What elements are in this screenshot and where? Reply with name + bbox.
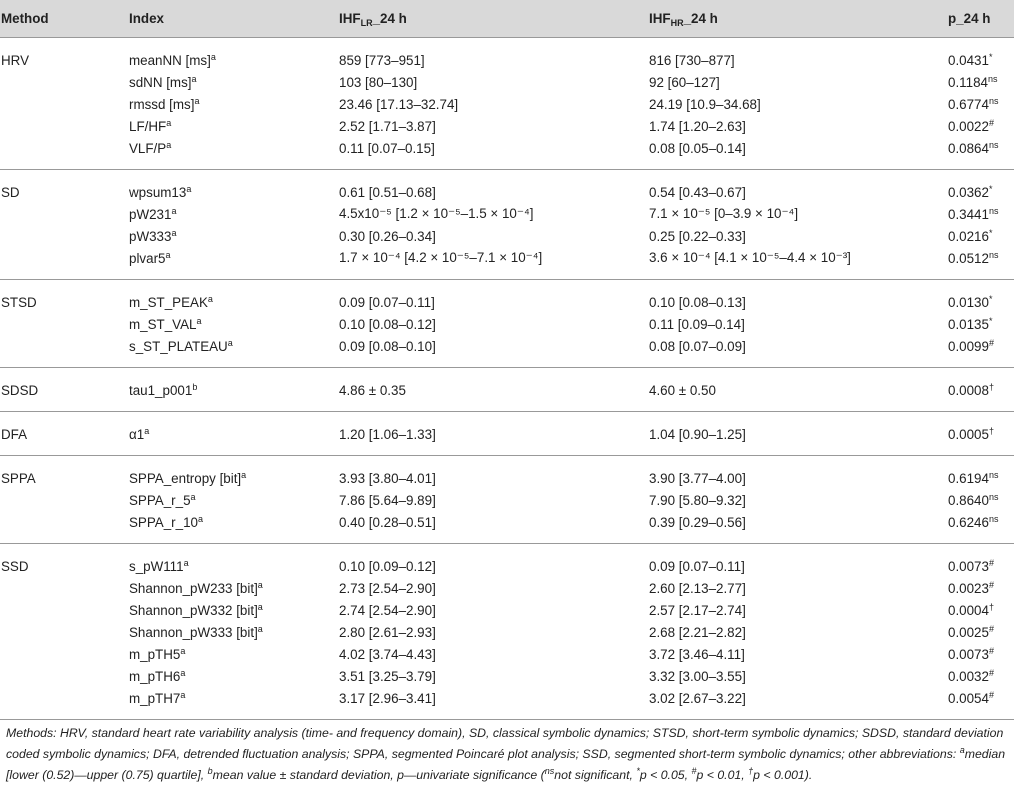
index-cell xyxy=(128,38,338,72)
index-footnote-mark: a xyxy=(144,425,150,436)
index-footnote-mark: a xyxy=(166,117,172,128)
p-value: 0.0130 xyxy=(948,294,989,310)
ihf-hr-value: 7.1 × 10⁻⁵ [0–3.9 × 10⁻⁴] xyxy=(649,206,799,221)
footnote-hash-sup: # xyxy=(691,766,697,776)
p-value: 0.6194 xyxy=(948,470,989,486)
index-name: m_pTH5 xyxy=(129,646,181,662)
p-value-cell xyxy=(948,137,1014,170)
p-significance-mark: # xyxy=(988,337,994,348)
table-row xyxy=(0,621,1014,643)
index-cell xyxy=(128,687,338,720)
p-value: 0.6774 xyxy=(948,96,989,112)
footnote-a-sup: a xyxy=(959,745,965,755)
index-cell xyxy=(128,335,338,368)
index-name: Shannon_pW333 [bit] xyxy=(129,624,258,640)
header-method: Method xyxy=(0,0,128,38)
index-footnote-mark: a xyxy=(190,491,196,502)
ihf-hr-value: 1.04 [0.90–1.25] xyxy=(648,412,948,456)
ihf-lr-value: 3.93 [3.80–4.01] xyxy=(338,456,648,490)
p-value-cell xyxy=(948,544,1014,578)
index-name: pW231 xyxy=(129,206,172,222)
index-cell xyxy=(128,599,338,621)
index-footnote-mark: a xyxy=(183,557,189,568)
ihf-lr-value: 0.09 [0.07–0.11] xyxy=(338,280,648,314)
p-value-cell xyxy=(948,38,1014,72)
index-name: m_pTH6 xyxy=(129,668,181,684)
table-row xyxy=(0,137,1014,170)
table-row xyxy=(0,247,1014,280)
ihf-lr-value: 0.11 [0.07–0.15] xyxy=(339,140,435,156)
index-name: meanNN [ms] xyxy=(129,52,211,68)
index-cell xyxy=(128,71,338,93)
index-name: SPPA_entropy [bit] xyxy=(129,470,242,486)
p-value-cell xyxy=(948,599,1014,621)
p-significance-mark: # xyxy=(988,117,994,128)
index-cell xyxy=(128,412,338,456)
ihf-lr-value: 23.46 [17.13–32.74] xyxy=(339,96,459,112)
footnote-hash-text: p < 0.01, xyxy=(696,768,749,782)
ihf-lr-value: 1.20 [1.06–1.33] xyxy=(338,412,648,456)
index-cell xyxy=(128,203,338,225)
p-value: 0.0864 xyxy=(948,140,989,156)
p-value: 0.0004 xyxy=(948,602,989,618)
p-significance-mark: ns xyxy=(988,249,999,260)
index-name: m_pTH7 xyxy=(129,690,181,706)
header-ihf-hr-sub: HR xyxy=(670,18,684,28)
p-significance-mark: * xyxy=(988,293,993,304)
ihf-hr-value: 816 [730–877] xyxy=(648,38,948,72)
header-index: Index xyxy=(128,0,338,38)
index-name: pW333 xyxy=(129,228,172,244)
ihf-lr-value: 3.17 [2.96–3.41] xyxy=(338,687,648,720)
index-cell xyxy=(128,577,338,599)
index-name: s_pW111 xyxy=(129,558,184,574)
ihf-hr-value: 2.68 [2.21–2.82] xyxy=(649,624,746,640)
table-row xyxy=(0,643,1014,665)
index-cell xyxy=(128,544,338,578)
p-value-cell xyxy=(948,313,1014,335)
p-value-cell xyxy=(948,687,1014,720)
method-cell xyxy=(0,335,128,368)
table-row xyxy=(0,170,1014,204)
ihf-lr-value: 2.80 [2.61–2.93] xyxy=(339,624,436,640)
index-footnote-mark: a xyxy=(257,601,263,612)
p-value: 0.0073 xyxy=(948,646,989,662)
p-significance-mark: # xyxy=(988,689,994,700)
index-footnote-mark: a xyxy=(171,205,177,216)
p-value-cell xyxy=(948,280,1014,314)
method-cell: SD xyxy=(0,170,128,204)
index-cell xyxy=(128,313,338,335)
p-value: 0.0135 xyxy=(948,316,989,332)
index-name: m_ST_PEAK xyxy=(129,294,208,310)
method-cell xyxy=(0,93,128,115)
index-cell xyxy=(128,93,338,115)
p-value: 0.0005 xyxy=(948,426,989,442)
table-row xyxy=(0,456,1014,490)
p-value-cell xyxy=(948,247,1014,280)
table-row xyxy=(0,577,1014,599)
ihf-lr-value: 2.52 [1.71–3.87] xyxy=(339,118,436,134)
table-row xyxy=(0,38,1014,72)
header-ihf-hr-main: IHF xyxy=(649,11,671,26)
p-value-cell xyxy=(948,511,1014,544)
ihf-lr-value: 0.30 [0.26–0.34] xyxy=(339,228,436,244)
index-cell xyxy=(128,489,338,511)
p-significance-mark: * xyxy=(988,183,993,194)
p-value: 0.1184 xyxy=(948,74,988,90)
p-significance-mark: # xyxy=(988,667,994,678)
p-value-cell xyxy=(948,577,1014,599)
index-name: Shannon_pW332 [bit] xyxy=(129,602,258,618)
p-significance-mark: ns xyxy=(988,95,999,106)
footnote-a-text: median [lower (0.52)—upper (0.75) quartile], xyxy=(6,747,1006,782)
ihf-hr-value: 3.02 [2.67–3.22] xyxy=(648,687,948,720)
index-name: rmssd [ms] xyxy=(129,96,195,112)
ihf-lr-value: 0.61 [0.51–0.68] xyxy=(338,170,648,204)
footnote-b-sup: b xyxy=(207,766,213,776)
index-name: m_ST_VAL xyxy=(129,316,197,332)
index-footnote-mark: a xyxy=(180,645,186,656)
index-footnote-mark: a xyxy=(210,51,216,62)
table-row xyxy=(0,544,1014,578)
ihf-lr-value: 2.73 [2.54–2.90] xyxy=(339,580,436,596)
p-value-cell xyxy=(948,456,1014,490)
footnote-star-text: p < 0.05, xyxy=(639,768,692,782)
ihf-hr-value: 0.08 [0.05–0.14] xyxy=(649,140,746,156)
p-value: 0.0022 xyxy=(948,118,989,134)
method-cell: SSD xyxy=(0,544,128,578)
header-ihf-lr xyxy=(338,0,648,38)
table-row xyxy=(0,665,1014,687)
ihf-hr-value: 3.32 [3.00–3.55] xyxy=(649,668,746,684)
ihf-hr-value: 24.19 [10.9–34.68] xyxy=(649,96,761,112)
header-ihf-hr xyxy=(648,0,948,38)
index-footnote-mark: a xyxy=(180,689,186,700)
index-footnote-mark: a xyxy=(171,227,177,238)
footnote-dagger-text: p < 0.001). xyxy=(753,768,813,782)
p-value-cell xyxy=(948,665,1014,687)
index-footnote-mark: a xyxy=(257,623,263,634)
p-significance-mark: † xyxy=(988,425,994,436)
ihf-hr-value: 4.60 ± 0.50 xyxy=(648,368,948,412)
index-cell xyxy=(128,643,338,665)
p-value: 0.0008 xyxy=(948,382,989,398)
p-value-cell xyxy=(948,71,1014,93)
table-row xyxy=(0,489,1014,511)
index-name: SPPA_r_5 xyxy=(129,492,191,508)
table-row xyxy=(0,71,1014,93)
p-significance-mark: † xyxy=(988,381,994,392)
ihf-hr-value: 7.90 [5.80–9.32] xyxy=(649,492,746,508)
p-value-cell xyxy=(948,489,1014,511)
table-row xyxy=(0,368,1014,412)
ihf-hr-value: 3.90 [3.77–4.00] xyxy=(648,456,948,490)
index-name: LF/HF xyxy=(129,118,167,134)
ihf-lr-value: 0.10 [0.09–0.12] xyxy=(338,544,648,578)
index-cell xyxy=(128,225,338,247)
footnote-dagger-sup: † xyxy=(748,766,754,776)
index-footnote-mark: a xyxy=(186,183,192,194)
p-value-cell xyxy=(948,335,1014,368)
table-row xyxy=(0,203,1014,225)
method-cell: SDSD xyxy=(0,368,128,412)
p-value: 0.0023 xyxy=(948,580,989,596)
p-value: 0.6246 xyxy=(948,514,989,530)
index-cell xyxy=(128,368,338,412)
method-cell: DFA xyxy=(0,412,128,456)
ihf-hr-value: 0.39 [0.29–0.56] xyxy=(649,514,746,530)
table-row xyxy=(0,335,1014,368)
method-cell xyxy=(0,115,128,137)
index-cell xyxy=(128,115,338,137)
p-value: 0.0216 xyxy=(948,228,989,244)
index-footnote-mark: a xyxy=(257,579,263,590)
ihf-lr-value: 0.09 [0.08–0.10] xyxy=(339,338,436,354)
method-cell xyxy=(0,247,128,280)
p-value-cell xyxy=(948,170,1014,204)
p-value-cell xyxy=(948,93,1014,115)
p-value: 0.3441 xyxy=(948,206,989,222)
ihf-lr-value: 103 [80–130] xyxy=(339,74,418,90)
ihf-lr-value: 2.74 [2.54–2.90] xyxy=(339,602,436,618)
ihf-hr-value: 1.74 [1.20–2.63] xyxy=(649,118,746,134)
index-footnote-mark: a xyxy=(165,249,171,260)
index-cell xyxy=(128,456,338,490)
index-footnote-mark: a xyxy=(241,469,247,480)
index-name: tau1_p001 xyxy=(129,382,193,398)
p-significance-mark: ns xyxy=(988,205,999,216)
index-name: SPPA_r_10 xyxy=(129,514,198,530)
table-body xyxy=(0,38,1014,720)
index-cell xyxy=(128,280,338,314)
index-name: wpsum13 xyxy=(129,184,187,200)
method-cell xyxy=(0,621,128,643)
p-significance-mark: ns xyxy=(988,491,999,502)
method-cell xyxy=(0,511,128,544)
ihf-hr-value: 2.60 [2.13–2.77] xyxy=(649,580,746,596)
footnote-ns-text: not significant, xyxy=(554,768,637,782)
index-name: VLF/P xyxy=(129,140,167,156)
table-row xyxy=(0,511,1014,544)
index-footnote-mark: a xyxy=(191,73,197,84)
p-value-cell xyxy=(948,643,1014,665)
p-significance-mark: # xyxy=(988,557,994,568)
p-value: 0.0025 xyxy=(948,624,989,640)
ihf-lr-value: 3.51 [3.25–3.79] xyxy=(339,668,436,684)
index-footnote-mark: b xyxy=(192,381,198,392)
index-footnote-mark: a xyxy=(194,95,200,106)
method-cell xyxy=(0,687,128,720)
ihf-hr-value: 2.57 [2.17–2.74] xyxy=(649,602,746,618)
p-significance-mark: ns xyxy=(987,73,998,84)
p-value: 0.0073 xyxy=(948,558,989,574)
footnote-ns-sup: ns xyxy=(544,766,555,776)
ihf-hr-value: 0.10 [0.08–0.13] xyxy=(648,280,948,314)
ihf-lr-value: 4.86 ± 0.35 xyxy=(338,368,648,412)
header-ihf-lr-main: IHF xyxy=(339,11,361,26)
header-p: p_24 h xyxy=(948,0,1014,38)
table-row xyxy=(0,313,1014,335)
ihf-lr-value: 0.10 [0.08–0.12] xyxy=(339,316,436,332)
ihf-hr-value: 0.25 [0.22–0.33] xyxy=(649,228,746,244)
index-cell xyxy=(128,247,338,280)
table-row xyxy=(0,687,1014,720)
ihf-lr-value: 4.02 [3.74–4.43] xyxy=(339,646,436,662)
p-value-cell xyxy=(948,412,1014,456)
ihf-hr-value: 3.6 × 10⁻⁴ [4.1 × 10⁻⁵–4.4 × 10⁻³] xyxy=(649,250,851,265)
method-cell xyxy=(0,203,128,225)
ihf-lr-value: 4.5x10⁻⁵ [1.2 × 10⁻⁵–1.5 × 10⁻⁴] xyxy=(339,206,534,221)
method-cell xyxy=(0,577,128,599)
index-cell xyxy=(128,170,338,204)
table-footnote xyxy=(6,723,1008,786)
p-significance-mark: # xyxy=(988,645,994,656)
method-cell xyxy=(0,313,128,335)
table-row xyxy=(0,280,1014,314)
header-ihf-hr-tail: _24 h xyxy=(683,11,718,26)
index-cell xyxy=(128,137,338,170)
index-footnote-mark: a xyxy=(207,293,213,304)
p-significance-mark: # xyxy=(988,579,994,590)
footnote-star-sup: * xyxy=(636,766,640,776)
index-name: Shannon_pW233 [bit] xyxy=(129,580,258,596)
header-ihf-lr-sub: LR xyxy=(360,18,373,28)
index-footnote-mark: a xyxy=(197,513,203,524)
index-cell xyxy=(128,665,338,687)
index-footnote-mark: a xyxy=(227,337,233,348)
method-cell: STSD xyxy=(0,280,128,314)
p-significance-mark: # xyxy=(988,623,994,634)
table-row xyxy=(0,412,1014,456)
ihf-hr-value: 92 [60–127] xyxy=(649,74,720,90)
p-significance-mark: * xyxy=(988,315,993,326)
method-cell xyxy=(0,665,128,687)
ihf-hr-value: 0.54 [0.43–0.67] xyxy=(648,170,948,204)
method-cell xyxy=(0,71,128,93)
ihf-lr-value: 859 [773–951] xyxy=(338,38,648,72)
p-value: 0.0362 xyxy=(948,184,989,200)
p-significance-mark: † xyxy=(988,601,994,612)
p-value-cell xyxy=(948,225,1014,247)
table-row xyxy=(0,115,1014,137)
index-name: α1 xyxy=(129,426,145,442)
method-cell: HRV xyxy=(0,38,128,72)
p-value: 0.0099 xyxy=(948,338,989,354)
p-value: 0.0512 xyxy=(948,250,989,266)
index-name: plvar5 xyxy=(129,250,166,266)
table-row xyxy=(0,225,1014,247)
ihf-hr-value: 0.11 [0.09–0.14] xyxy=(649,316,745,332)
index-name: sdNN [ms] xyxy=(129,74,192,90)
header-row xyxy=(0,0,1014,38)
index-footnote-mark: a xyxy=(196,315,202,326)
method-cell xyxy=(0,225,128,247)
index-footnote-mark: a xyxy=(180,667,186,678)
ihf-hr-value: 0.08 [0.07–0.09] xyxy=(649,338,746,354)
index-footnote-mark: a xyxy=(166,139,172,150)
p-value-cell xyxy=(948,368,1014,412)
p-value-cell xyxy=(948,203,1014,225)
method-cell xyxy=(0,643,128,665)
ihf-hr-value: 0.09 [0.07–0.11] xyxy=(648,544,948,578)
ihf-lr-value: 0.40 [0.28–0.51] xyxy=(339,514,436,530)
index-cell xyxy=(128,511,338,544)
method-cell xyxy=(0,137,128,170)
p-value-cell xyxy=(948,115,1014,137)
index-name: s_ST_PLATEAU xyxy=(129,338,228,354)
p-value-cell xyxy=(948,621,1014,643)
table-row xyxy=(0,93,1014,115)
p-value: 0.0054 xyxy=(948,690,989,706)
p-significance-mark: * xyxy=(988,227,993,238)
footnote-b-text: mean value ± standard deviation, p—univariate significance ( xyxy=(212,768,545,782)
table-row xyxy=(0,599,1014,621)
method-cell xyxy=(0,489,128,511)
footnote-methods: Methods: HRV, standard heart rate variability analysis (time- and frequency domain), SD, classical symbolic dynamics; STSD, short-term symbolic dynamics; SDSD, standard deviation coded symbolic dynamics; DFA, detrended fluctuation analysis; SPPA, segmented Poincaré plot analysis; SSD, segmented short-term symbolic dynamics; other abbreviations: xyxy=(6,726,1004,761)
method-cell xyxy=(0,599,128,621)
p-significance-mark: * xyxy=(988,51,993,62)
p-value: 0.8640 xyxy=(948,492,989,508)
header-ihf-lr-tail: _24 h xyxy=(372,11,407,26)
ihf-hr-value: 3.72 [3.46–4.11] xyxy=(649,646,745,662)
p-value: 0.0431 xyxy=(948,52,989,68)
method-cell: SPPA xyxy=(0,456,128,490)
p-significance-mark: ns xyxy=(988,139,999,150)
ihf-lr-value: 1.7 × 10⁻⁴ [4.2 × 10⁻⁵–7.1 × 10⁻⁴] xyxy=(339,250,543,265)
p-significance-mark: ns xyxy=(988,469,999,480)
p-significance-mark: ns xyxy=(988,513,999,524)
p-value: 0.0032 xyxy=(948,668,989,684)
ihf-lr-value: 7.86 [5.64–9.89] xyxy=(339,492,436,508)
index-cell xyxy=(128,621,338,643)
